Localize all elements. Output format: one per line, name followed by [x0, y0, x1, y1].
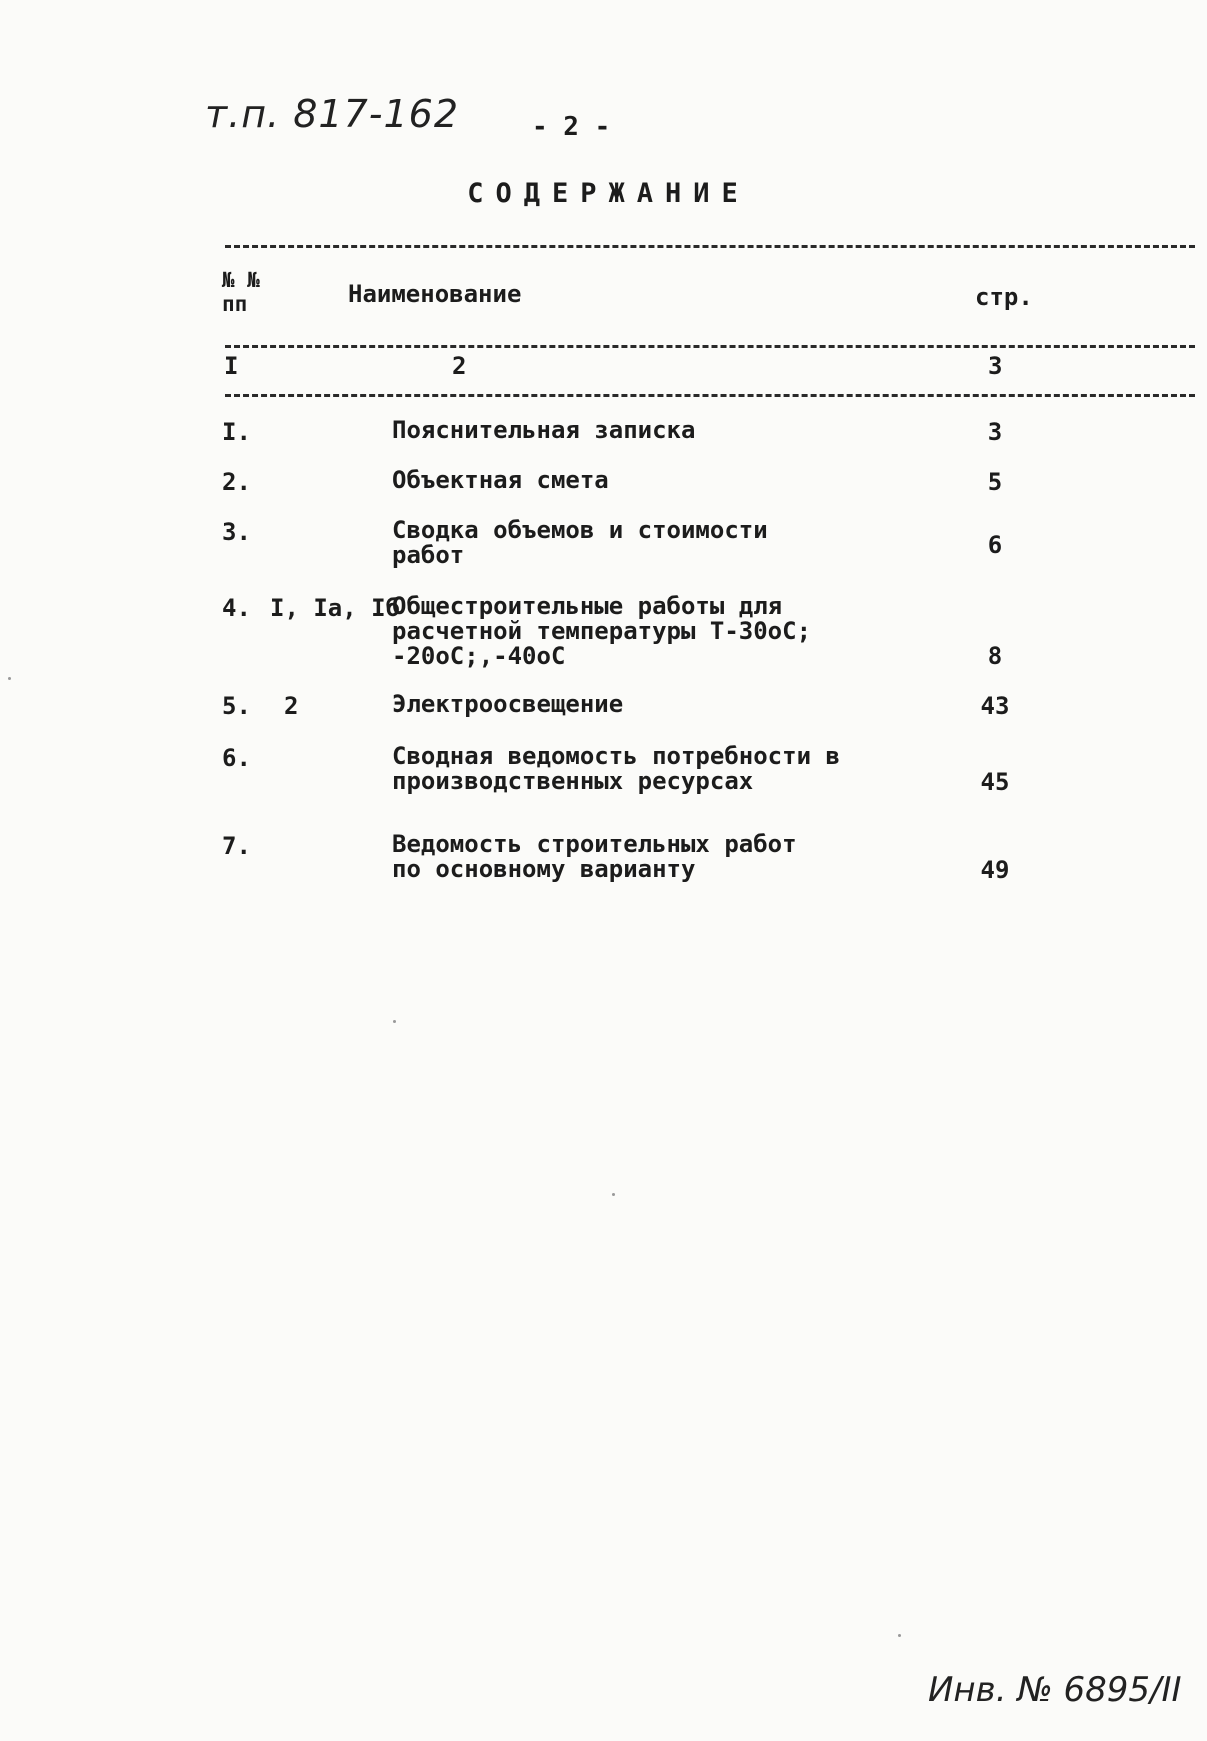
column-header-page: стр. — [975, 283, 1033, 311]
page-title: СОДЕРЖАНИЕ — [467, 178, 750, 209]
scan-speck — [393, 1020, 396, 1023]
row-page: 43 — [980, 692, 1010, 720]
row-subsections: 2 — [284, 692, 299, 720]
table-index-divider — [225, 394, 1195, 397]
table-top-divider — [225, 245, 1195, 248]
row-number: I. — [222, 418, 251, 446]
column-index-number: I — [224, 352, 239, 380]
row-number: 5. — [222, 692, 251, 720]
row-number: 3. — [222, 518, 251, 546]
row-page: 3 — [987, 418, 1003, 446]
row-number: 6. — [222, 744, 251, 772]
row-title: Объектная смета — [392, 466, 609, 494]
row-title: Общестроительные работы для расчетной температуры Т-30оС; -20оС;,-40оС — [392, 592, 812, 670]
row-title: Ведомость строительных работ по основному варианту — [392, 830, 797, 883]
scan-speck — [8, 677, 11, 680]
row-page: 6 — [987, 531, 1003, 559]
scan-speck — [612, 1193, 615, 1196]
column-header-name: Наименование — [348, 280, 522, 308]
row-page: 49 — [980, 856, 1010, 884]
row-subsections: I, Iа, Iб — [270, 594, 401, 622]
document-code: т.п. 817-162 — [205, 92, 459, 136]
row-page: 8 — [987, 642, 1003, 670]
page-number: - 2 - — [532, 112, 611, 142]
column-index-page: 3 — [988, 352, 1003, 380]
row-page: 5 — [987, 468, 1003, 496]
table-header-divider — [225, 345, 1195, 348]
row-page: 45 — [980, 768, 1010, 796]
row-title: Электроосвещение — [392, 690, 624, 718]
column-header-number: № № пп — [222, 268, 260, 316]
scan-speck — [898, 1634, 901, 1637]
row-number: 4. — [222, 594, 251, 622]
row-title: Сводка объемов и стоимости работ — [392, 516, 768, 569]
column-index-name: 2 — [452, 352, 467, 380]
row-number: 7. — [222, 832, 251, 860]
inventory-number: Инв. № 6895/II — [928, 1670, 1182, 1710]
row-number: 2. — [222, 468, 251, 496]
row-title: Пояснительная записка — [392, 416, 696, 444]
row-title: Сводная ведомость потребности в производственных ресурсах — [392, 742, 840, 795]
